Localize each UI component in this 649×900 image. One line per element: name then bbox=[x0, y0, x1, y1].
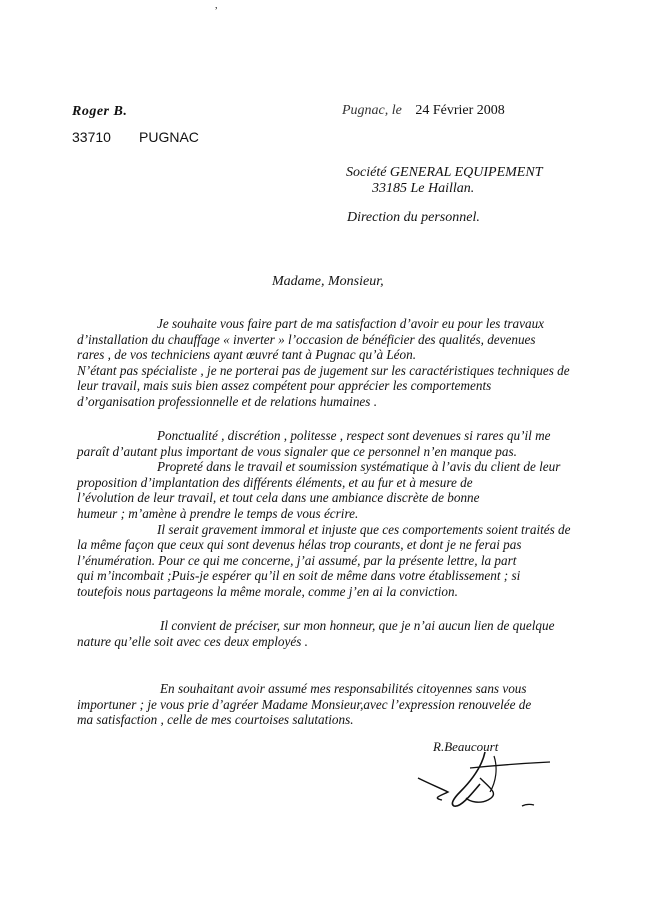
paragraph-line: ma satisfaction , celle de mes courtoises salutations. bbox=[77, 712, 354, 728]
paragraph-line: l’énumération. Pour ce qui me concerne, j’ai assumé, par la présente lettre, la part bbox=[77, 552, 517, 568]
paragraph-3 bbox=[0, 618, 554, 649]
paragraph-line: Ponctualité , discrétion , politesse , respect sont devenues si rares qu’il me bbox=[157, 428, 551, 443]
paragraph-line: Il convient de préciser, sur mon honneur, que je n’ai aucun lien de quelque bbox=[160, 618, 555, 633]
recipient-company: Société GENERAL EQUIPEMENT bbox=[346, 165, 543, 180]
paragraph-1 bbox=[0, 316, 570, 410]
place: Pugnac, le bbox=[342, 103, 402, 118]
salutation: Madame, Monsieur, bbox=[272, 274, 384, 289]
scan-mark: , bbox=[215, 0, 218, 11]
date: 24 Février 2008 bbox=[415, 103, 505, 118]
paragraph-line: la même façon que ceux qui sont devenus hélas trop courants, et dont je ne ferai pas bbox=[77, 537, 522, 553]
paragraph-line: En souhaitant avoir assumé mes responsabilités citoyennes sans vous bbox=[160, 681, 527, 696]
paragraph-4 bbox=[0, 681, 531, 728]
paragraph-line: proposition d’implantation des différents éléments, et au fur et à mesure de bbox=[77, 474, 473, 490]
paragraph-line: humeur ; m’amène à prendre le temps de vous écrire. bbox=[77, 505, 359, 521]
signature-name: R.Beaucourt bbox=[433, 739, 499, 754]
recipient-department: Direction du personnel. bbox=[347, 210, 480, 225]
paragraph-line: nature qu’elle soit avec ces deux employés . bbox=[77, 633, 308, 649]
paragraph-line: paraît d’autant plus important de vous signaler que ce personnel n’en manque pas. bbox=[77, 443, 517, 459]
sender-zip: 33710 bbox=[72, 129, 111, 145]
paragraph-line: d’organisation professionnelle et de relations humaines . bbox=[77, 393, 377, 409]
place-date bbox=[342, 103, 505, 119]
paragraph-line: toutefois nous partageons la même morale, comme j’en ai la conviction. bbox=[77, 583, 458, 599]
paragraph-line: importuner ; je vous prie d’agréer Madame Monsieur,avec l’expression renouvelée de bbox=[77, 696, 532, 712]
paragraph-line: N’étant pas spécialiste , je ne porterai pas de jugement sur les caractéristiques techniques de bbox=[77, 362, 570, 378]
paragraph-line: leur travail, mais suis bien assez compétent pour apprécier les comportements bbox=[77, 378, 492, 394]
recipient-address: 33185 Le Haillan. bbox=[372, 181, 475, 196]
paragraph-line: l’évolution de leur travail, et tout cela dans une ambiance discrète de bonne bbox=[77, 490, 480, 506]
sender-city: PUGNAC bbox=[139, 129, 199, 145]
paragraph-line: qui m’incombait ;Puis-je espérer qu’il en soit de même dans votre établissement ; si bbox=[77, 568, 521, 584]
paragraph-line: Propreté dans le travail et soumission systématique à l’avis du client de leur bbox=[157, 459, 561, 475]
paragraph-2 bbox=[0, 428, 571, 600]
handwritten-signature bbox=[410, 748, 560, 818]
paragraph-line: d’installation du chauffage « inverter » l’occasion de bénéficier des qualités, devenues bbox=[77, 331, 536, 347]
paragraph-line: Il serait gravement immoral et injuste que ces comportements soient traités de bbox=[157, 521, 571, 537]
sender-name: Roger B. bbox=[72, 104, 128, 119]
paragraph-line: rares , de vos techniciens ayant œuvré tant à Pugnac qu’à Léon. bbox=[77, 347, 417, 363]
paragraph-line: Je souhaite vous faire part de ma satisfaction d’avoir eu pour les travaux bbox=[157, 316, 545, 331]
